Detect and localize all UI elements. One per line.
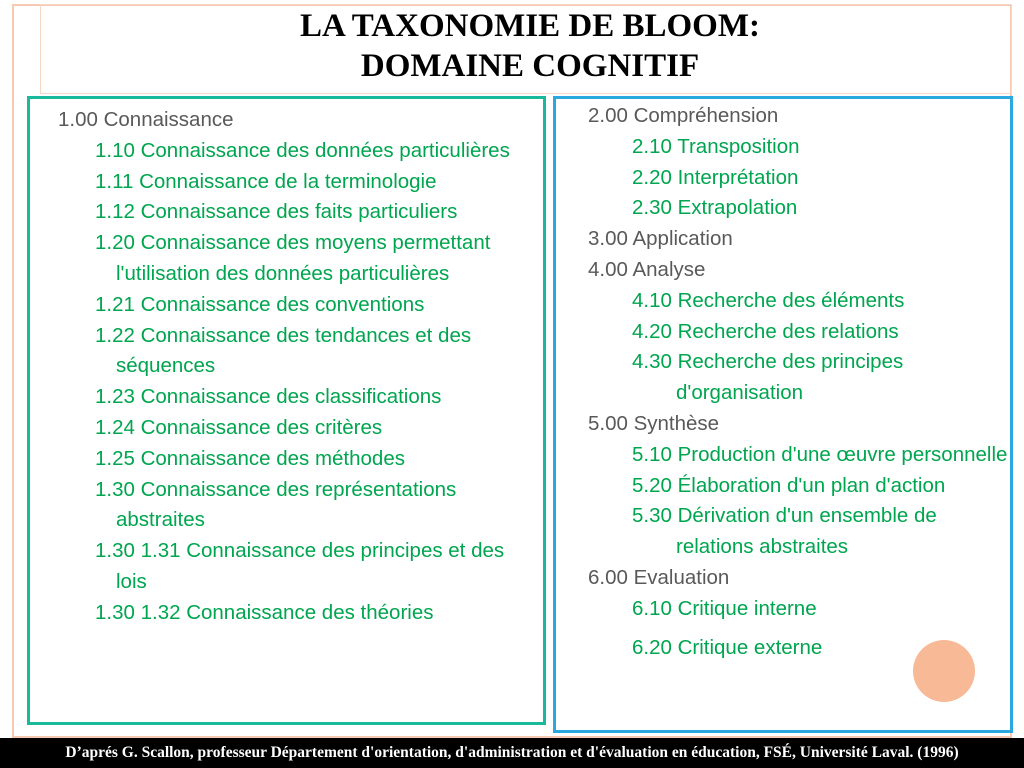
list-item: 1.30 1.31 Connaissance des principes et des lois: [95, 539, 505, 593]
list-item: 5.10 Production d'une œuvre personnelle: [632, 442, 1008, 466]
list-item: 1.20 Connaissance des moyens permettant l'utilisation des données particulières: [95, 231, 491, 285]
list-item: 4.10 Recherche des éléments: [632, 288, 905, 312]
list-item: 2.30 Extrapolation: [632, 196, 798, 220]
list-item: 6.20 Critique externe: [632, 635, 823, 659]
list-item: 4.30 Recherche des principes d'organisation: [632, 350, 904, 405]
slide-title: [0, 6, 1024, 86]
section-heading: 3.00 Application: [588, 227, 733, 251]
list-item: 4.20 Recherche des relations: [632, 319, 899, 343]
source-footer: D’aprés G. Scallon, professeur Département d'orientation, d'administration et d'évaluation en éducation, FSÉ, Université Laval. (1996): [0, 738, 1024, 768]
levels-column: [588, 101, 1008, 663]
list-item: 1.24 Connaissance des critères: [95, 415, 383, 439]
section-heading: 5.00 Synthèse: [588, 411, 720, 435]
section-heading: 1.00 Connaissance: [58, 108, 234, 131]
list-item: 6.10 Critique interne: [632, 596, 817, 620]
section-heading: 4.00 Analyse: [588, 257, 706, 281]
list-item: 1.12 Connaissance des faits particuliers: [95, 200, 458, 224]
list-item: 1.30 Connaissance des représentations abstraites: [95, 477, 457, 532]
title-line-1: LA TAXONOMIE DE BLOOM:: [300, 8, 760, 44]
title-line-2: DOMAINE COGNITIF: [360, 48, 700, 84]
list-item: 1.22 Connaissance des tendances et des séquences: [95, 323, 472, 378]
list-item: 2.10 Transposition: [632, 134, 800, 158]
section-heading: 2.00 Compréhension: [588, 104, 779, 127]
list-item: 1.11 Connaissance de la terminologie: [95, 169, 437, 193]
knowledge-column: [58, 105, 538, 629]
list-item: 1.21 Connaissance des conventions: [95, 292, 425, 316]
decorative-circle: [913, 640, 975, 702]
list-item: 1.25 Connaissance des méthodes: [95, 446, 405, 470]
list-item: 2.20 Interprétation: [632, 165, 799, 189]
section-heading: 6.00 Evaluation: [588, 565, 730, 589]
list-item: 1.30 1.32 Connaissance des théories: [95, 600, 434, 624]
list-item: 5.30 Dérivation d'un ensemble de relations abstraites: [632, 504, 937, 559]
list-item: 1.10 Connaissance des données particulières: [95, 138, 510, 162]
list-item: 5.20 Élaboration d'un plan d'action: [632, 473, 946, 497]
list-item: 1.23 Connaissance des classifications: [95, 385, 442, 409]
